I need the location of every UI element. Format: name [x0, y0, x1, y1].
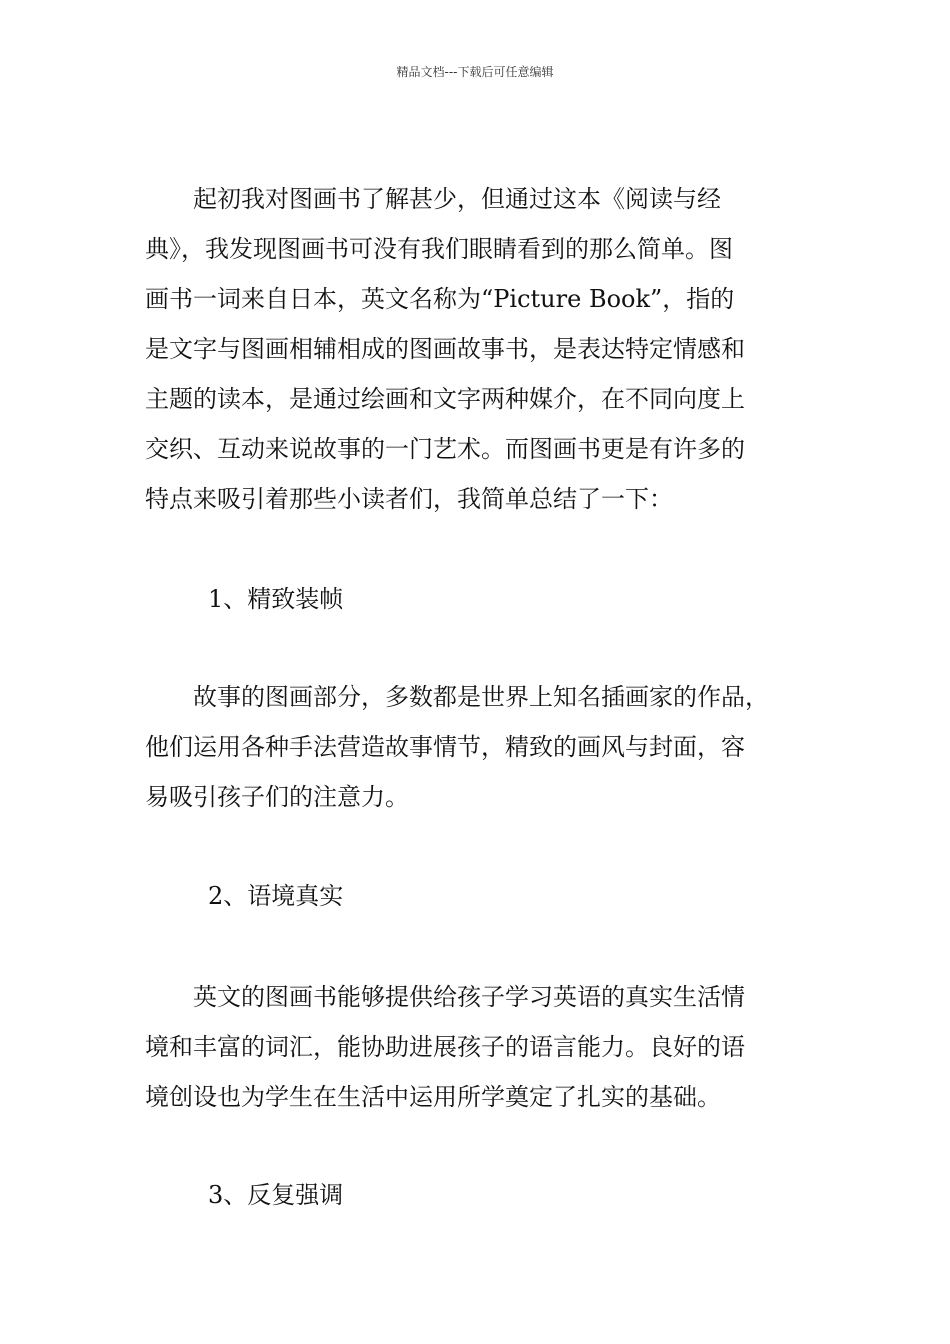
paragraph-context [145, 972, 825, 1122]
paragraph-line: 易吸引孩子们的注意力。 [145, 783, 409, 811]
paragraph-intro [145, 174, 825, 524]
paragraph-line: 交织、互动来说故事的一门艺术。而图画书更是有许多的 [145, 435, 745, 463]
paragraph-line: 起初我对图画书了解甚少，但通过这本《阅读与经 [145, 185, 721, 213]
paragraph-line: 英文的图画书能够提供给孩子学习英语的真实生活情 [145, 983, 745, 1011]
paragraph-line: 主题的读本，是通过绘画和文字两种媒介，在不同向度上 [145, 385, 745, 413]
section-heading-1: 1、精致装帧 [208, 585, 344, 613]
paragraph-line: 故事的图画部分，多数都是世界上知名插画家的作品， [145, 683, 769, 711]
paragraph-line: 他们运用各种手法营造故事情节，精致的画风与封面，容 [145, 733, 745, 761]
paragraph-line: 境创设也为学生在生活中运用所学奠定了扎实的基础。 [145, 1083, 721, 1111]
paragraph-line: 画书一词来自日本，英文名称为“Picture Book”，指的 [145, 285, 735, 313]
paragraph-line: 特点来吸引着那些小读者们，我简单总结了一下： [145, 485, 673, 513]
paragraph-line: 是文字与图画相辅相成的图画故事书，是表达特定情感和 [145, 335, 745, 363]
section-heading-3: 3、反复强调 [208, 1181, 344, 1209]
paragraph-line: 典》，我发现图画书可没有我们眼睛看到的那么简单。图 [145, 235, 733, 263]
section-heading-2: 2、语境真实 [208, 882, 344, 910]
paragraph-line: 境和丰富的词汇，能协助进展孩子的语言能力。良好的语 [145, 1033, 745, 1061]
page-header: 精品文档---下载后可任意编辑 [396, 65, 554, 79]
paragraph-binding [145, 672, 825, 822]
